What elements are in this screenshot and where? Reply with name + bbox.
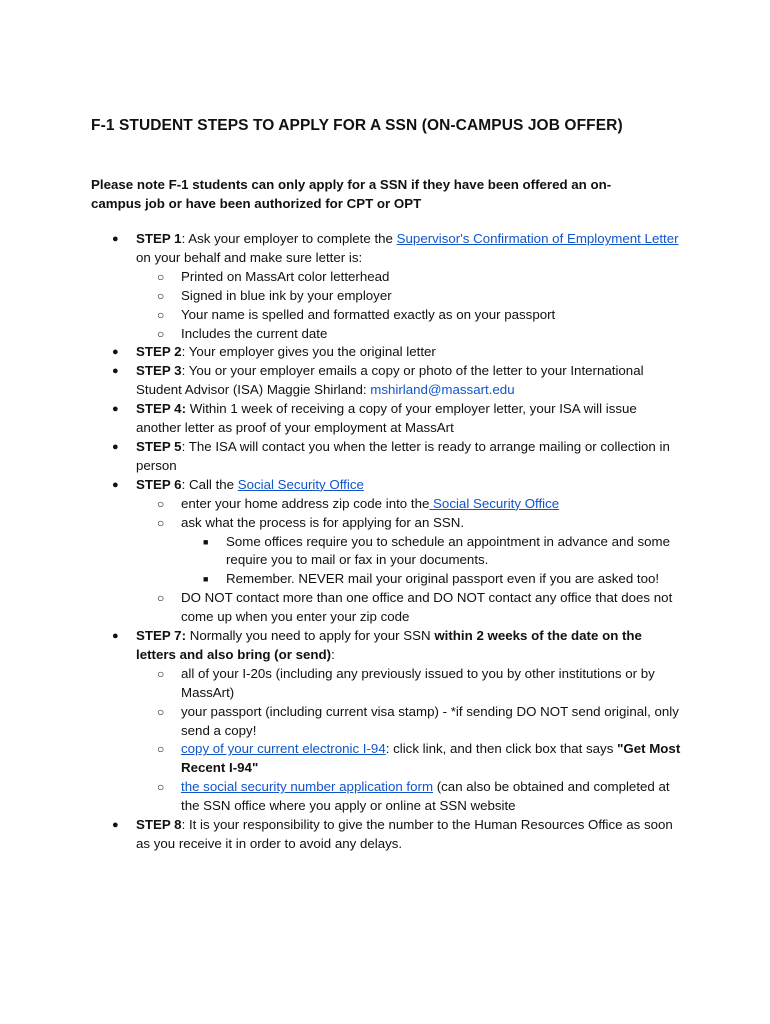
square-bullet-icon: ■ xyxy=(203,536,209,547)
bullet-icon: ● xyxy=(112,403,119,416)
sub-item xyxy=(0,268,770,287)
bullet-icon: ● xyxy=(112,478,119,491)
step-text: : Your employer gives you the original letter xyxy=(181,344,436,360)
i94-link[interactable]: copy of your current electronic I-94 xyxy=(181,741,386,757)
sub-item-text: all of your I-20s (including any previously issued to you by other institutions or by MassArt) xyxy=(181,665,655,700)
sub-item-text: : click link, and then click box that says xyxy=(385,741,618,757)
sub-item-text: Includes the current date xyxy=(181,325,328,341)
sub-item xyxy=(0,325,770,344)
sub-sub-item xyxy=(0,570,770,589)
hollow-bullet-icon: ○ xyxy=(157,742,165,757)
sub-item xyxy=(0,740,770,778)
step-label: STEP 8 xyxy=(136,817,182,833)
sub-item-text: Your name is spelled and formatted exactly as on your passport xyxy=(181,306,556,322)
supervisor-letter-link[interactable]: Supervisor's Confirmation of Employment Letter xyxy=(396,231,679,246)
intro-note: Please note F-1 students can only apply for a SSN if they have been offered an on-campus job or have been authorized for CPT or OPT xyxy=(91,177,612,211)
bullet-icon: ● xyxy=(112,819,119,832)
advisor-email-link[interactable]: mshirland@massart.edu xyxy=(370,382,515,398)
step-6 xyxy=(0,476,770,495)
sub-item xyxy=(0,306,770,325)
step-text: on your behalf and make sure letter is: xyxy=(136,249,363,265)
step-label: STEP 7: xyxy=(136,628,187,644)
bullet-icon: ● xyxy=(112,630,119,643)
sub-item xyxy=(0,589,770,627)
sub-item-text: enter your home address zip code into the xyxy=(181,495,430,511)
step-emphasis: within 2 weeks of the date on the letters and also bring (or send) xyxy=(136,628,642,662)
bullet-icon: ● xyxy=(112,346,119,359)
step-text: : xyxy=(331,646,335,662)
sub-sub-item xyxy=(0,533,770,571)
step-4 xyxy=(0,400,770,438)
step-2 xyxy=(0,343,770,362)
page-title: F-1 STUDENT STEPS TO APPLY FOR A SSN (ON-CAMPUS JOB OFFER) xyxy=(91,117,623,134)
bullet-icon: ● xyxy=(112,365,119,378)
hollow-bullet-icon: ○ xyxy=(157,780,165,795)
step-3 xyxy=(0,362,770,400)
sub-item xyxy=(0,514,770,533)
sub-item-emphasis: "Get Most Recent I-94" xyxy=(181,741,681,776)
step-text: : The ISA will contact you when the letter is ready to arrange mailing or collection in person xyxy=(136,438,670,473)
sub-item-text: your passport (including current visa stamp) - *if sending DO NOT send original, only send a copy! xyxy=(181,703,679,738)
hollow-bullet-icon: ○ xyxy=(157,591,165,606)
sub-item xyxy=(0,665,770,703)
step-text: : Ask your employer to complete the xyxy=(181,231,397,246)
sub-item xyxy=(0,703,770,741)
step-text: : You or your employer emails a copy or photo of the letter to your International Student Advisor (ISA) Maggie Shirland: xyxy=(136,363,644,398)
step-1 xyxy=(0,230,770,268)
step-5 xyxy=(0,438,770,476)
sub-sub-item-text: Some offices require you to schedule an appointment in advance and some require you to mail or fax in your documents. xyxy=(226,533,671,568)
step-7 xyxy=(0,627,770,665)
step-8 xyxy=(0,816,770,854)
hollow-bullet-icon: ○ xyxy=(157,666,165,681)
sub-item-text: Printed on MassArt color letterhead xyxy=(181,268,390,284)
step-label: STEP 3 xyxy=(136,363,182,379)
hollow-bullet-icon: ○ xyxy=(157,326,165,341)
step-label: STEP 4: xyxy=(136,401,187,417)
social-security-office-link[interactable]: Social Security Office xyxy=(237,476,364,492)
social-security-office-link[interactable]: Social Security Office xyxy=(429,495,560,511)
steps-list xyxy=(0,230,770,854)
sub-item xyxy=(0,778,770,816)
step-label: STEP 5 xyxy=(136,438,182,454)
sub-item-text: DO NOT contact more than one office and DO NOT contact any office that does not come up when you enter your zip code xyxy=(181,590,673,625)
step-text: : Call the xyxy=(181,476,238,492)
hollow-bullet-icon: ○ xyxy=(157,288,165,303)
hollow-bullet-icon: ○ xyxy=(157,515,165,530)
step-text: Normally you need to apply for your SSN xyxy=(186,628,435,644)
bullet-icon: ● xyxy=(112,233,119,245)
sub-item-text: (can also be obtained and completed at the SSN office where you apply or online at SSN website xyxy=(181,779,670,814)
sub-item-text: Signed in blue ink by your employer xyxy=(181,287,392,303)
hollow-bullet-icon: ○ xyxy=(157,269,165,284)
hollow-bullet-icon: ○ xyxy=(157,307,165,322)
step-label: STEP 2 xyxy=(136,344,182,360)
square-bullet-icon: ■ xyxy=(203,574,209,585)
sub-item xyxy=(0,495,770,514)
hollow-bullet-icon: ○ xyxy=(157,496,165,511)
ssn-application-form-link[interactable]: the social security number application form xyxy=(181,779,434,795)
sub-item xyxy=(0,287,770,306)
step-text: : It is your responsibility to give the number to the Human Resources Office as soon as you receive it in order to avoid any delays. xyxy=(136,817,673,851)
step-label: STEP 1 xyxy=(136,231,182,246)
sub-item-text: ask what the process is for applying for an SSN. xyxy=(181,514,465,530)
bullet-icon: ● xyxy=(112,440,119,453)
sub-sub-item-text: Remember. NEVER mail your original passport even if you are asked too! xyxy=(226,571,660,587)
step-text: Within 1 week of receiving a copy of your employer letter, your ISA will issue another letter as proof of your employment at MassArt xyxy=(136,401,637,436)
hollow-bullet-icon: ○ xyxy=(157,704,165,719)
step-label: STEP 6 xyxy=(136,476,182,492)
